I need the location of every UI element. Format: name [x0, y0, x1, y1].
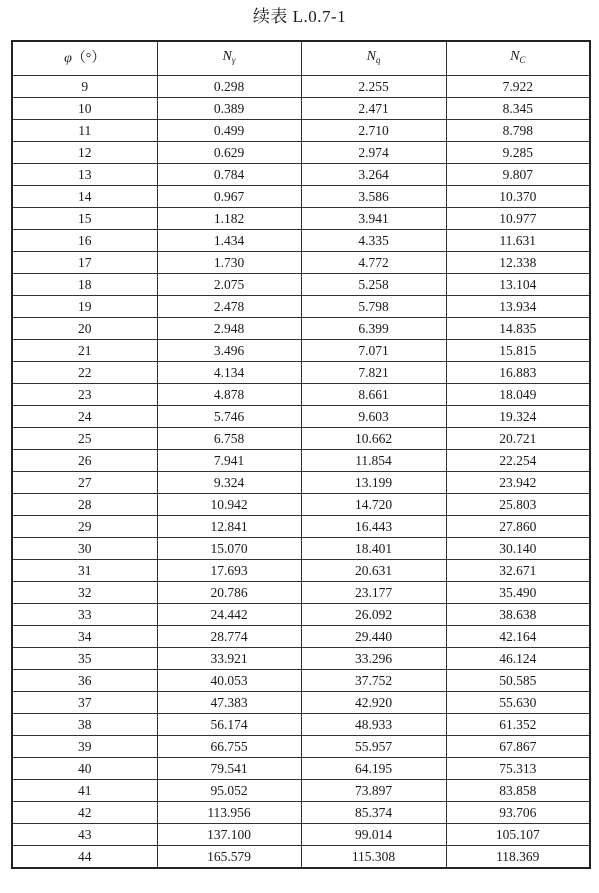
table-row: [12, 846, 590, 869]
cell-phi: 13: [12, 164, 157, 186]
cell-n-gamma: 2.478: [157, 296, 301, 318]
header-n-q: [301, 41, 446, 76]
cell-n-q: 5.798: [301, 296, 446, 318]
cell-n-q: 2.255: [301, 76, 446, 98]
cell-phi: 15: [12, 208, 157, 230]
cell-n-q: 42.920: [301, 692, 446, 714]
cell-n-gamma: 10.942: [157, 494, 301, 516]
cell-phi: 16: [12, 230, 157, 252]
header-n-c: [446, 41, 590, 76]
cell-n-c: 8.798: [446, 120, 590, 142]
table-row: [12, 208, 590, 230]
cell-n-q: 20.631: [301, 560, 446, 582]
cell-n-q: 2.471: [301, 98, 446, 120]
cell-n-q: 85.374: [301, 802, 446, 824]
table-row: [12, 186, 590, 208]
cell-n-c: 118.369: [446, 846, 590, 869]
cell-phi: 38: [12, 714, 157, 736]
cell-n-q: 115.308: [301, 846, 446, 869]
cell-phi: 11: [12, 120, 157, 142]
cell-phi: 26: [12, 450, 157, 472]
cell-n-q: 23.177: [301, 582, 446, 604]
cell-phi: 22: [12, 362, 157, 384]
cell-phi: 34: [12, 626, 157, 648]
table-row: [12, 230, 590, 252]
cell-phi: 43: [12, 824, 157, 846]
cell-n-q: 29.440: [301, 626, 446, 648]
cell-phi: 33: [12, 604, 157, 626]
cell-n-c: 35.490: [446, 582, 590, 604]
cell-phi: 39: [12, 736, 157, 758]
table-row: [12, 362, 590, 384]
cell-phi: 23: [12, 384, 157, 406]
cell-n-q: 2.974: [301, 142, 446, 164]
cell-n-q: 3.264: [301, 164, 446, 186]
cell-n-q: 13.199: [301, 472, 446, 494]
cell-n-c: 12.338: [446, 252, 590, 274]
cell-n-gamma: 17.693: [157, 560, 301, 582]
cell-n-q: 99.014: [301, 824, 446, 846]
cell-n-gamma: 137.100: [157, 824, 301, 846]
table-row: [12, 780, 590, 802]
table-row: [12, 582, 590, 604]
cell-n-gamma: 40.053: [157, 670, 301, 692]
cell-n-q: 55.957: [301, 736, 446, 758]
cell-n-gamma: 5.746: [157, 406, 301, 428]
header-n-gamma-main: N: [222, 49, 232, 64]
cell-phi: 40: [12, 758, 157, 780]
cell-n-c: 38.638: [446, 604, 590, 626]
cell-n-c: 30.140: [446, 538, 590, 560]
cell-n-q: 37.752: [301, 670, 446, 692]
cell-n-q: 9.603: [301, 406, 446, 428]
cell-n-q: 3.586: [301, 186, 446, 208]
table-row: [12, 538, 590, 560]
header-phi: [12, 41, 157, 76]
header-n-gamma: [157, 41, 301, 76]
cell-n-q: 7.821: [301, 362, 446, 384]
cell-phi: 9: [12, 76, 157, 98]
cell-n-c: 67.867: [446, 736, 590, 758]
table-row: [12, 406, 590, 428]
cell-n-c: 13.104: [446, 274, 590, 296]
cell-n-gamma: 1.434: [157, 230, 301, 252]
cell-phi: 30: [12, 538, 157, 560]
cell-n-gamma: 1.730: [157, 252, 301, 274]
header-phi-symbol: φ: [64, 51, 72, 66]
cell-n-q: 6.399: [301, 318, 446, 340]
header-n-c-sub: C: [519, 55, 526, 65]
cell-n-gamma: 24.442: [157, 604, 301, 626]
cell-n-q: 8.661: [301, 384, 446, 406]
bearing-capacity-factors-table: [11, 40, 591, 869]
table-row: [12, 516, 590, 538]
cell-n-q: 11.854: [301, 450, 446, 472]
table-row: [12, 98, 590, 120]
table-row: [12, 428, 590, 450]
cell-n-q: 5.258: [301, 274, 446, 296]
cell-phi: 24: [12, 406, 157, 428]
table-row: [12, 318, 590, 340]
cell-phi: 20: [12, 318, 157, 340]
cell-n-gamma: 0.298: [157, 76, 301, 98]
cell-n-c: 10.977: [446, 208, 590, 230]
header-n-q-main: N: [366, 49, 376, 64]
cell-n-gamma: 4.134: [157, 362, 301, 384]
cell-n-c: 11.631: [446, 230, 590, 252]
cell-n-c: 8.345: [446, 98, 590, 120]
cell-phi: 14: [12, 186, 157, 208]
cell-n-q: 64.195: [301, 758, 446, 780]
table-row: [12, 76, 590, 98]
cell-n-c: 46.124: [446, 648, 590, 670]
table-row: [12, 164, 590, 186]
table-row: [12, 824, 590, 846]
cell-phi: 29: [12, 516, 157, 538]
cell-n-c: 83.858: [446, 780, 590, 802]
cell-phi: 12: [12, 142, 157, 164]
cell-phi: 27: [12, 472, 157, 494]
table-row: [12, 736, 590, 758]
cell-n-c: 25.803: [446, 494, 590, 516]
cell-n-q: 2.710: [301, 120, 446, 142]
cell-n-gamma: 0.629: [157, 142, 301, 164]
cell-phi: 10: [12, 98, 157, 120]
cell-n-c: 93.706: [446, 802, 590, 824]
cell-phi: 31: [12, 560, 157, 582]
cell-phi: 18: [12, 274, 157, 296]
cell-n-q: 26.092: [301, 604, 446, 626]
cell-n-c: 19.324: [446, 406, 590, 428]
cell-phi: 25: [12, 428, 157, 450]
cell-phi: 42: [12, 802, 157, 824]
table-row: [12, 494, 590, 516]
cell-n-q: 14.720: [301, 494, 446, 516]
cell-n-gamma: 20.786: [157, 582, 301, 604]
table-row: [12, 626, 590, 648]
table-row: [12, 472, 590, 494]
cell-n-c: 55.630: [446, 692, 590, 714]
cell-n-gamma: 6.758: [157, 428, 301, 450]
cell-n-gamma: 4.878: [157, 384, 301, 406]
cell-n-gamma: 79.541: [157, 758, 301, 780]
cell-n-c: 9.285: [446, 142, 590, 164]
cell-n-gamma: 12.841: [157, 516, 301, 538]
header-n-c-main: N: [510, 49, 520, 64]
table-title: 续表 L.0.7-1: [252, 7, 347, 26]
table-row: [12, 692, 590, 714]
cell-phi: 41: [12, 780, 157, 802]
table-row: [12, 714, 590, 736]
table-body: [12, 76, 590, 869]
cell-n-c: 61.352: [446, 714, 590, 736]
table-row: [12, 802, 590, 824]
cell-n-q: 16.443: [301, 516, 446, 538]
cell-n-c: 15.815: [446, 340, 590, 362]
table-row: [12, 340, 590, 362]
cell-n-gamma: 3.496: [157, 340, 301, 362]
cell-n-q: 33.296: [301, 648, 446, 670]
cell-n-q: 4.772: [301, 252, 446, 274]
cell-n-c: 42.164: [446, 626, 590, 648]
table-row: [12, 758, 590, 780]
cell-n-gamma: 0.967: [157, 186, 301, 208]
table-row: [12, 560, 590, 582]
cell-n-gamma: 47.383: [157, 692, 301, 714]
cell-phi: 21: [12, 340, 157, 362]
cell-n-q: 48.933: [301, 714, 446, 736]
cell-n-q: 7.071: [301, 340, 446, 362]
cell-n-q: 18.401: [301, 538, 446, 560]
cell-n-c: 20.721: [446, 428, 590, 450]
cell-n-c: 16.883: [446, 362, 590, 384]
cell-n-gamma: 2.075: [157, 274, 301, 296]
cell-n-c: 14.835: [446, 318, 590, 340]
cell-n-c: 23.942: [446, 472, 590, 494]
table-row: [12, 252, 590, 274]
cell-n-c: 9.807: [446, 164, 590, 186]
cell-phi: 17: [12, 252, 157, 274]
cell-n-c: 13.934: [446, 296, 590, 318]
cell-n-gamma: 0.389: [157, 98, 301, 120]
cell-n-q: 4.335: [301, 230, 446, 252]
table-header-row: [12, 41, 590, 76]
header-phi-unit: （°）: [71, 51, 106, 66]
table-row: [12, 604, 590, 626]
cell-n-gamma: 15.070: [157, 538, 301, 560]
table-row: [12, 296, 590, 318]
cell-phi: 36: [12, 670, 157, 692]
cell-n-c: 32.671: [446, 560, 590, 582]
cell-phi: 44: [12, 846, 157, 869]
cell-phi: 28: [12, 494, 157, 516]
header-n-gamma-sub: γ: [231, 55, 236, 65]
cell-phi: 32: [12, 582, 157, 604]
table-row: [12, 670, 590, 692]
cell-n-c: 7.922: [446, 76, 590, 98]
table-row: [12, 648, 590, 670]
cell-n-c: 50.585: [446, 670, 590, 692]
cell-n-c: 105.107: [446, 824, 590, 846]
cell-n-gamma: 66.755: [157, 736, 301, 758]
cell-n-q: 73.897: [301, 780, 446, 802]
cell-n-c: 18.049: [446, 384, 590, 406]
cell-phi: 35: [12, 648, 157, 670]
table-row: [12, 450, 590, 472]
header-n-q-sub: q: [375, 55, 381, 65]
table-row: [12, 384, 590, 406]
table-row: [12, 142, 590, 164]
cell-n-gamma: 2.948: [157, 318, 301, 340]
cell-n-gamma: 33.921: [157, 648, 301, 670]
cell-n-gamma: 113.956: [157, 802, 301, 824]
table-row: [12, 274, 590, 296]
cell-n-c: 10.370: [446, 186, 590, 208]
cell-n-gamma: 95.052: [157, 780, 301, 802]
cell-n-gamma: 9.324: [157, 472, 301, 494]
cell-n-q: 10.662: [301, 428, 446, 450]
cell-n-gamma: 7.941: [157, 450, 301, 472]
cell-phi: 37: [12, 692, 157, 714]
cell-n-gamma: 1.182: [157, 208, 301, 230]
cell-n-c: 22.254: [446, 450, 590, 472]
cell-n-gamma: 0.499: [157, 120, 301, 142]
cell-n-gamma: 165.579: [157, 846, 301, 869]
cell-n-c: 27.860: [446, 516, 590, 538]
cell-n-q: 3.941: [301, 208, 446, 230]
table-row: [12, 120, 590, 142]
cell-phi: 19: [12, 296, 157, 318]
cell-n-gamma: 56.174: [157, 714, 301, 736]
cell-n-c: 75.313: [446, 758, 590, 780]
cell-n-gamma: 0.784: [157, 164, 301, 186]
cell-n-gamma: 28.774: [157, 626, 301, 648]
